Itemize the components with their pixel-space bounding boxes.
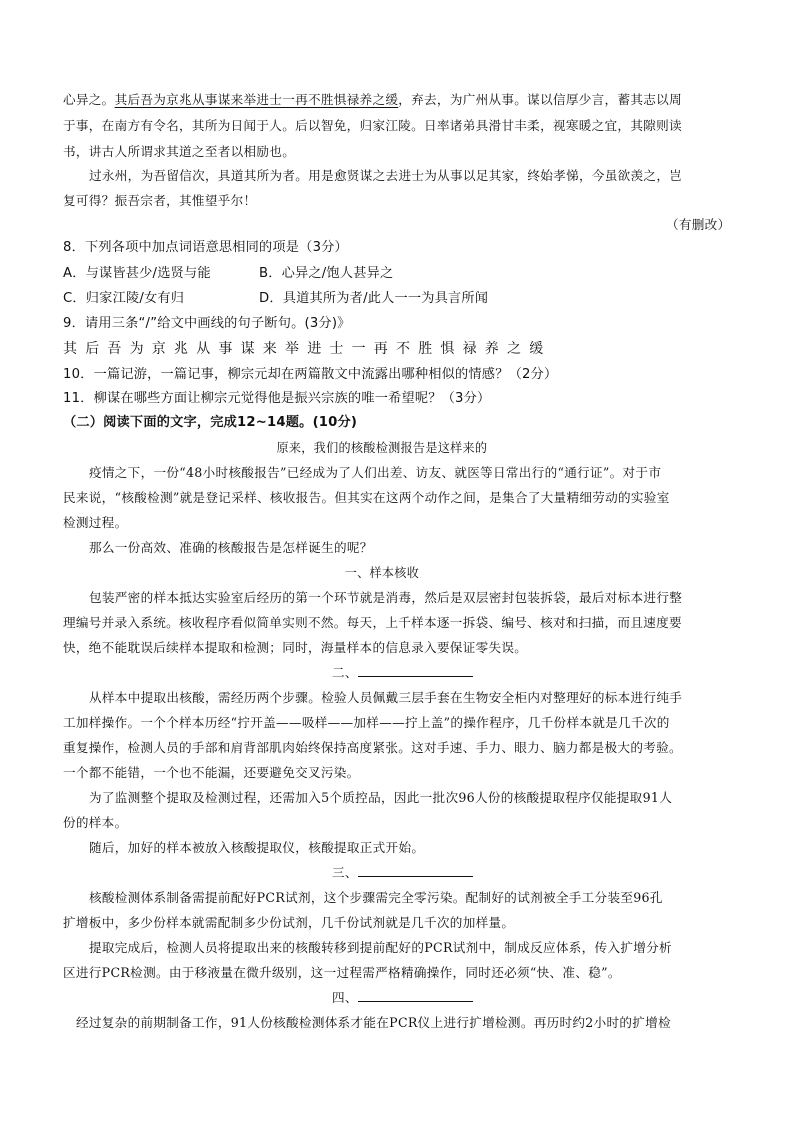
- underlined-sentence: 其后吾为京兆从事谋来举进士一再不胜惧禄养之缓: [114, 92, 399, 107]
- fill-blank[interactable]: [358, 989, 473, 1002]
- article-line: 疫情之下，一份“48小时核酸报告”已经成为了人们出差、访友、就医等日常出行的“通行证”。对于市: [89, 465, 662, 480]
- article-line: 快，绝不能耽误后续样本提取和检测；同时，海量样本的信息录入要保证零失误。: [63, 640, 528, 655]
- passage-line: 过永州，为吾留信次，具道其所为者。用是愈贤谋之去进士为从事以足其家，终始孝悌，今虽欲羡之，岂: [89, 168, 683, 183]
- option-c: C．归家江陵/女有归: [63, 291, 185, 306]
- passage-line: [63, 90, 682, 110]
- article-line: 区进行PCR检测。由于移液量在微升级别，这一过程需严格精确操作，同时还必须“快、准、稳”。: [63, 965, 621, 980]
- article-line: 扩增板中，多少份样本就需配制多少份试剂，几千份试剂就是几千次的加样量。: [63, 915, 515, 930]
- fill-blank[interactable]: [358, 664, 473, 677]
- section-heading: （二）阅读下面的文字，完成12~14题。(10分): [63, 415, 358, 430]
- article-line: 检测过程。: [63, 515, 128, 530]
- article-line: 从样本中提取出核酸，需经历两个步骤。检验人员佩戴三层手套在生物安全柜内对整理好的标本进行纯手: [89, 690, 683, 705]
- option-a: A．与谋皆甚少/选贤与能: [63, 266, 211, 281]
- passage-line: 书，讲古人所谓求其道之至者以相励也。: [63, 144, 296, 159]
- subheading-number: 四、: [332, 990, 358, 1005]
- article-line: 为了监测整个提取及检测过程，还需加入5个质控品，因此一批次96人份的核酸提取程序仅能提取91人: [89, 790, 673, 805]
- article-line: 工加样操作。一个个样本历经“拧开盖——吸样——加样——拧上盖”的操作程序，几千份样本就是几千次的: [63, 715, 670, 730]
- question-11: 11．柳谋在哪些方面让柳宗元觉得他是振兴宗族的唯一希望呢？（3分）: [63, 391, 491, 406]
- article-line: 那么一份高效、准确的核酸报告是怎样诞生的呢？: [89, 540, 373, 555]
- passage-text: 心异之。: [63, 92, 115, 107]
- question-8: 8．下列各项中加点词语意思相同的项是（3分）: [63, 240, 348, 255]
- article-line: 一个都不能错，一个也不能漏，还要避免交叉污染。: [63, 765, 360, 780]
- passage-line: 复可得？振吾宗者，其惟望乎尔！: [63, 193, 257, 208]
- article-line: 理编号并录入系统。核收程序看似简单实则不然。每天，上千样本逐一拆袋、编号、核对和扫描，而且速度要: [63, 615, 682, 630]
- option-d: D．具道其所为者/此人一一为具言所闻: [259, 291, 489, 306]
- subheading-number: 二、: [332, 665, 358, 680]
- article-title: 原来，我们的核酸检测报告是这样来的: [276, 440, 488, 455]
- question-10: 10．一篇记游，一篇记事，柳宗元却在两篇散文中流露出哪种相似的情感？（2分）: [63, 367, 558, 382]
- fill-blank[interactable]: [358, 864, 473, 877]
- passage-text: ，弃去，为广州从事。谋以信厚少言，蓄其志以周: [398, 92, 682, 107]
- article-line: 重复操作，检测人员的手部和肩背部肌肉始终保持高度紧张。这对手速、手力、眼力、脑力都是极大的考验。: [63, 740, 682, 755]
- subheading-1: 一、样本核收: [344, 565, 420, 580]
- article-line: 民来说，“核酸检测”就是登记采样、核收报告。但其实在这两个动作之间，是集合了大量精细劳动的实验室: [63, 490, 670, 505]
- subheading-number: 三、: [332, 865, 358, 880]
- subheading-2: [332, 663, 473, 683]
- subheading-3: [332, 863, 473, 883]
- passage-line: 于事，在南方有令名，其所为日闻于人。后以智免，归家江陵。日率诸弟具滑甘丰柔，视寒暖之宜，其隙则读: [63, 118, 682, 133]
- article-line: 经过复杂的前期制备工作，91人份核酸检测体系才能在PCR仪上进行扩增检测。再历时约2小时的扩增检: [76, 1015, 671, 1030]
- source-note: （有删改）: [666, 217, 731, 232]
- article-line: 包装严密的样本抵达实验室后经历的第一个环节就是消毒，然后是双层密封包装拆袋，最后对标本进行整: [89, 590, 683, 605]
- question-9: 9．请用三条“/”给文中画线的句子断句。(3分)》: [63, 316, 351, 331]
- article-line: 提取完成后，检测人员将提取出来的核酸转移到提前配好的PCR试剂中，制成反应体系，传入扩增分析: [89, 940, 672, 955]
- option-b: B．心异之/饱人甚异之: [259, 266, 394, 281]
- subheading-4: [332, 988, 473, 1008]
- article-line: 份的样本。: [63, 815, 128, 830]
- article-line: 核酸检测体系制备需提前配好PCR试剂，这个步骤需完全零污染。配制好的试剂被全手工分装至96孔: [89, 890, 663, 905]
- question-9-sentence: 其后吾为京兆从事谋来举进士一再不胜惧禄养之缓: [63, 341, 552, 357]
- article-line: 随后，加好的样本被放入核酸提取仪，核酸提取正式开始。: [89, 840, 425, 855]
